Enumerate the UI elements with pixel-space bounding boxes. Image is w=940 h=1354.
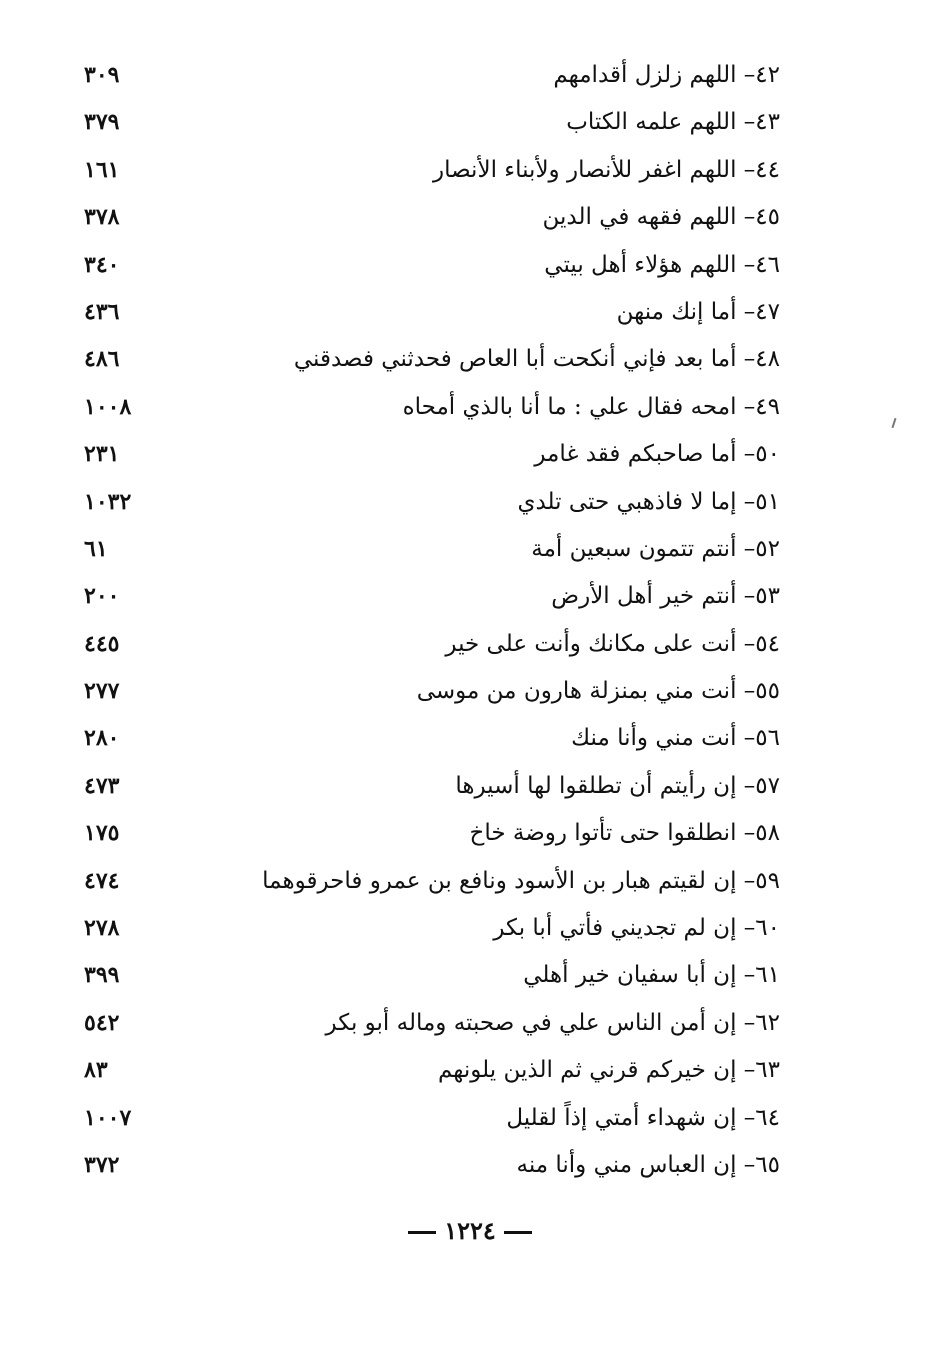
index-entry — [60, 1000, 800, 1047]
index-entry — [60, 289, 800, 336]
hadith-index-list — [60, 52, 800, 1189]
entry-text: ٤٢– اللهم زلزل أقدامهم — [553, 62, 780, 88]
footer-dash-right — [504, 1231, 532, 1234]
index-entry — [60, 952, 800, 999]
index-entry — [60, 715, 800, 762]
footer-dash-left — [408, 1231, 436, 1234]
stray-pen-mark — [892, 418, 897, 428]
footer-page-number: ١٢٢٤ — [444, 1216, 496, 1245]
index-entry — [60, 431, 800, 478]
index-entry — [60, 763, 800, 810]
entry-page-number: ٨٣ — [84, 1057, 108, 1084]
index-entry — [60, 573, 800, 620]
index-entry — [60, 99, 800, 146]
entry-page-number: ٣٠٩ — [84, 62, 120, 88]
entry-text: ٥٥– أنت مني بمنزلة هارون من موسى — [416, 678, 780, 705]
entry-page-number: ٢٧٧ — [84, 678, 120, 705]
entry-text: ٥٧– إن رأيتم أن تطلقوا لها أسيرها — [455, 772, 780, 799]
index-entry — [60, 479, 800, 526]
entry-page-number: ١٠٣٢ — [84, 488, 132, 515]
index-entry — [60, 384, 800, 431]
index-entry — [60, 1095, 800, 1142]
entry-page-number: ٣٧٩ — [84, 109, 120, 136]
entry-page-number: ٥٤٢ — [84, 1009, 120, 1036]
index-entry — [60, 668, 800, 715]
entry-text: ٥٨– انطلقوا حتى تأتوا روضة خاخ — [469, 820, 780, 847]
entry-text: ٥٣– أنتم خير أهل الأرض — [551, 583, 780, 610]
entry-page-number: ٤٧٤ — [84, 867, 120, 894]
entry-text: ٦٥– إن العباس مني وأنا منه — [516, 1151, 780, 1178]
entry-text: ٥١– إما لا فاذهبي حتى تلدي — [517, 488, 780, 515]
entry-page-number: ١٧٥ — [84, 820, 120, 847]
index-entry — [60, 526, 800, 573]
entry-text: ٦١– إن أبا سفيان خير أهلي — [523, 962, 780, 989]
entry-text: ٦٣– إن خيركم قرني ثم الذين يلونهم — [437, 1057, 780, 1084]
entry-text: ٥٦– أنت مني وأنا منك — [571, 725, 780, 752]
entry-page-number: ١٠٠٨ — [84, 393, 132, 420]
index-entry — [60, 621, 800, 668]
index-entry — [60, 1047, 800, 1094]
entry-text: ٥٠– أما صاحبكم فقد غامر — [534, 441, 780, 468]
entry-page-number: ٢٣١ — [84, 441, 120, 468]
index-entry — [60, 147, 800, 194]
index-entry — [60, 1142, 800, 1189]
entry-text: ٥٢– أنتم تتمون سبعين أمة — [531, 535, 780, 562]
entry-text: ٥٤– أنت على مكانك وأنت على خير — [445, 630, 780, 657]
entry-page-number: ١٠٠٧ — [84, 1104, 132, 1131]
entry-page-number: ٦١ — [84, 535, 108, 562]
index-entry — [60, 194, 800, 241]
entry-text: ٦٢– إن أمن الناس علي في صحبته وماله أبو بكر — [325, 1009, 780, 1036]
entry-text: ٤٦– اللهم هؤلاء أهل بيتي — [544, 251, 780, 278]
index-entry — [60, 905, 800, 952]
entry-page-number: ٤٧٣ — [84, 772, 120, 799]
entry-page-number: ٣٧٨ — [84, 204, 120, 231]
entry-text: ٤٩– امحه فقال علي : ما أنا بالذي أمحاه — [402, 393, 780, 420]
entry-text: ٤٤– اللهم اغفر للأنصار ولأبناء الأنصار — [433, 156, 780, 183]
entry-text: ٦٤– إن شهداء أمتي إذاً لقليل — [506, 1104, 780, 1131]
entry-page-number: ٣٤٠ — [84, 251, 120, 278]
entry-page-number: ٢٧٨ — [84, 915, 120, 942]
index-entry — [60, 242, 800, 289]
index-entry — [60, 810, 800, 857]
index-entry — [60, 52, 800, 99]
entry-text: ٤٥– اللهم فقهه في الدين — [542, 204, 780, 231]
index-entry — [60, 336, 800, 383]
entry-page-number: ٣٧٢ — [84, 1151, 120, 1178]
entry-page-number: ٢٨٠ — [84, 725, 120, 752]
entry-text: ٦٠– إن لم تجديني فأتي أبا بكر — [493, 915, 780, 942]
entry-text: ٤٧– أما إنك منهن — [616, 298, 780, 325]
page-footer — [0, 1216, 940, 1245]
entry-page-number: ١٦١ — [84, 156, 120, 183]
entry-page-number: ٤٨٦ — [84, 346, 120, 373]
entry-text: ٤٣– اللهم علمه الكتاب — [566, 109, 780, 136]
entry-page-number: ٣٩٩ — [84, 962, 120, 989]
entry-page-number: ٤٣٦ — [84, 298, 120, 325]
entry-page-number: ٢٠٠ — [84, 583, 120, 610]
entry-text: ٤٨– أما بعد فإني أنكحت أبا العاص فحدثني فصدقني — [293, 346, 780, 373]
index-entry — [60, 858, 800, 905]
entry-page-number: ٤٤٥ — [84, 630, 120, 657]
entry-text: ٥٩– إن لقيتم هبار بن الأسود ونافع بن عمرو فاحرقوهما — [262, 867, 780, 894]
